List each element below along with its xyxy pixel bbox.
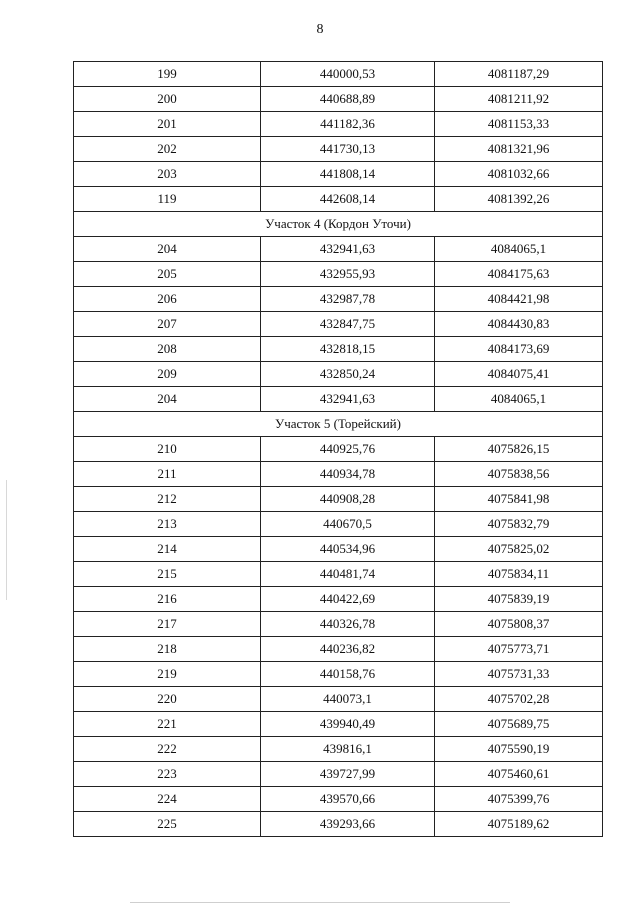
section-title: Участок 5 (Торейский) [74,412,603,437]
section-header-row [74,412,603,437]
table-row [74,587,603,612]
y-coordinate-cell: 4084065,1 [435,387,603,412]
y-coordinate-cell: 4075590,19 [435,737,603,762]
y-coordinate-cell: 4075825,02 [435,537,603,562]
point-number-cell: 220 [74,687,261,712]
point-number-cell: 119 [74,187,261,212]
x-coordinate-cell: 439570,66 [261,787,435,812]
point-number-cell: 221 [74,712,261,737]
table-row [74,187,603,212]
table-row [74,537,603,562]
point-number-cell: 211 [74,462,261,487]
point-number-cell: 210 [74,437,261,462]
x-coordinate-cell: 439816,1 [261,737,435,762]
point-number-cell: 225 [74,812,261,837]
point-number-cell: 222 [74,737,261,762]
y-coordinate-cell: 4075832,79 [435,512,603,537]
table-row [74,112,603,137]
x-coordinate-cell: 441808,14 [261,162,435,187]
point-number-cell: 202 [74,137,261,162]
y-coordinate-cell: 4081211,92 [435,87,603,112]
y-coordinate-cell: 4081032,66 [435,162,603,187]
x-coordinate-cell: 441182,36 [261,112,435,137]
point-number-cell: 214 [74,537,261,562]
y-coordinate-cell: 4075834,11 [435,562,603,587]
x-coordinate-cell: 440481,74 [261,562,435,587]
table-row [74,662,603,687]
x-coordinate-cell: 440534,96 [261,537,435,562]
point-number-cell: 223 [74,762,261,787]
y-coordinate-cell: 4075689,75 [435,712,603,737]
section-title: Участок 4 (Кордон Уточи) [74,212,603,237]
table-row [74,737,603,762]
x-coordinate-cell: 440908,28 [261,487,435,512]
x-coordinate-cell: 440158,76 [261,662,435,687]
table-row [74,637,603,662]
y-coordinate-cell: 4075460,61 [435,762,603,787]
coordinates-table [73,61,603,837]
table-row [74,687,603,712]
y-coordinate-cell: 4075702,28 [435,687,603,712]
y-coordinate-cell: 4075839,19 [435,587,603,612]
table-row [74,312,603,337]
table-row [74,462,603,487]
y-coordinate-cell: 4081187,29 [435,62,603,87]
y-coordinate-cell: 4075838,56 [435,462,603,487]
y-coordinate-cell: 4081392,26 [435,187,603,212]
y-coordinate-cell: 4081153,33 [435,112,603,137]
table-row [74,562,603,587]
x-coordinate-cell: 440326,78 [261,612,435,637]
x-coordinate-cell: 440000,53 [261,62,435,87]
y-coordinate-cell: 4084173,69 [435,337,603,362]
x-coordinate-cell: 440670,5 [261,512,435,537]
coordinates-table-body [74,62,603,837]
point-number-cell: 216 [74,587,261,612]
point-number-cell: 208 [74,337,261,362]
x-coordinate-cell: 440422,69 [261,587,435,612]
table-row [74,287,603,312]
x-coordinate-cell: 432850,24 [261,362,435,387]
point-number-cell: 204 [74,387,261,412]
table-row [74,362,603,387]
table-row [74,812,603,837]
point-number-cell: 207 [74,312,261,337]
x-coordinate-cell: 440934,78 [261,462,435,487]
table-row [74,162,603,187]
y-coordinate-cell: 4084421,98 [435,287,603,312]
x-coordinate-cell: 440073,1 [261,687,435,712]
table-row [74,787,603,812]
point-number-cell: 217 [74,612,261,637]
y-coordinate-cell: 4075841,98 [435,487,603,512]
x-coordinate-cell: 432847,75 [261,312,435,337]
x-coordinate-cell: 441730,13 [261,137,435,162]
x-coordinate-cell: 432941,63 [261,387,435,412]
point-number-cell: 218 [74,637,261,662]
y-coordinate-cell: 4075399,76 [435,787,603,812]
point-number-cell: 224 [74,787,261,812]
y-coordinate-cell: 4075189,62 [435,812,603,837]
y-coordinate-cell: 4075731,33 [435,662,603,687]
table-row [74,137,603,162]
scan-edge-left [6,480,7,600]
section-header-row [74,212,603,237]
table-row [74,87,603,112]
y-coordinate-cell: 4084075,41 [435,362,603,387]
point-number-cell: 209 [74,362,261,387]
point-number-cell: 215 [74,562,261,587]
table-row [74,437,603,462]
x-coordinate-cell: 440236,82 [261,637,435,662]
point-number-cell: 213 [74,512,261,537]
table-row [74,62,603,87]
y-coordinate-cell: 4084430,83 [435,312,603,337]
x-coordinate-cell: 432955,93 [261,262,435,287]
table-row [74,262,603,287]
scan-edge-bottom [130,902,510,903]
point-number-cell: 206 [74,287,261,312]
point-number-cell: 204 [74,237,261,262]
table-row [74,712,603,737]
x-coordinate-cell: 442608,14 [261,187,435,212]
y-coordinate-cell: 4075808,37 [435,612,603,637]
x-coordinate-cell: 432818,15 [261,337,435,362]
x-coordinate-cell: 432987,78 [261,287,435,312]
x-coordinate-cell: 432941,63 [261,237,435,262]
point-number-cell: 219 [74,662,261,687]
table-row [74,337,603,362]
x-coordinate-cell: 439293,66 [261,812,435,837]
point-number-cell: 199 [74,62,261,87]
point-number-cell: 203 [74,162,261,187]
y-coordinate-cell: 4084065,1 [435,237,603,262]
point-number-cell: 200 [74,87,261,112]
x-coordinate-cell: 440688,89 [261,87,435,112]
table-row [74,387,603,412]
table-row [74,237,603,262]
table-row [74,512,603,537]
x-coordinate-cell: 439940,49 [261,712,435,737]
y-coordinate-cell: 4081321,96 [435,137,603,162]
x-coordinate-cell: 439727,99 [261,762,435,787]
y-coordinate-cell: 4084175,63 [435,262,603,287]
table-row [74,762,603,787]
page-number: 8 [316,22,324,37]
x-coordinate-cell: 440925,76 [261,437,435,462]
table-row [74,612,603,637]
point-number-cell: 201 [74,112,261,137]
point-number-cell: 205 [74,262,261,287]
point-number-cell: 212 [74,487,261,512]
table-row [74,487,603,512]
y-coordinate-cell: 4075826,15 [435,437,603,462]
y-coordinate-cell: 4075773,71 [435,637,603,662]
